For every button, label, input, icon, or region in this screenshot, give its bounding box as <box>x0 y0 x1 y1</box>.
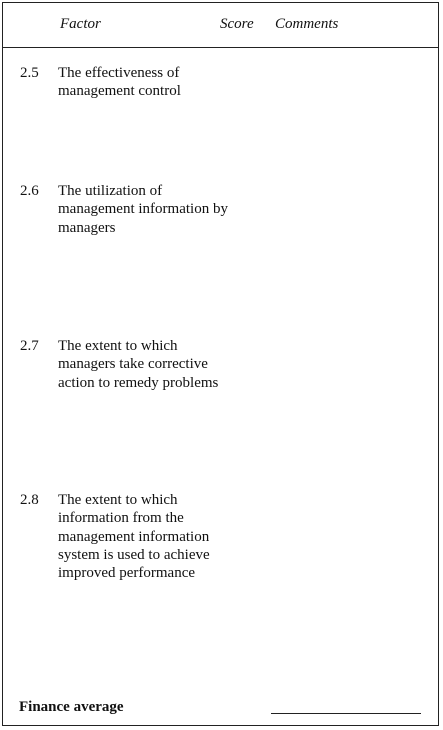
row-number: 2.6 <box>20 183 39 199</box>
row-factor-text: The extent to which information from the management information system is used to achieve improved performance <box>58 492 210 582</box>
header-divider <box>3 47 438 48</box>
row-number: 2.8 <box>20 492 39 508</box>
finance-average-label: Finance average <box>19 699 124 715</box>
row-factor-text: The effectiveness of management control <box>58 65 181 100</box>
row-factor-text: The utilization of management information by managers <box>58 183 228 236</box>
row-number: 2.7 <box>20 338 39 354</box>
column-header-factor: Factor <box>60 16 101 32</box>
row-factor-text: The extent to which managers take corrective action to remedy problems <box>58 338 219 391</box>
finance-average-answer-line <box>271 713 421 714</box>
assessment-table <box>2 2 439 726</box>
row-number: 2.5 <box>20 65 39 81</box>
column-header-comments: Comments <box>275 16 339 32</box>
column-header-score: Score <box>220 16 254 32</box>
